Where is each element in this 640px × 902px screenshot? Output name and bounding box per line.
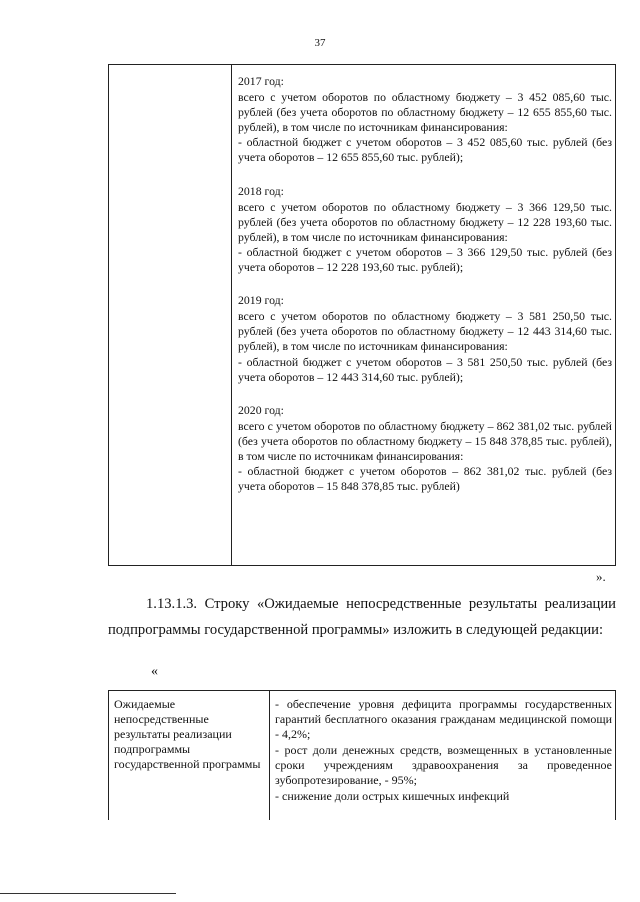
result-item: - снижение доли острых кишечных инфекций bbox=[275, 789, 510, 803]
funding-cell bbox=[238, 74, 612, 512]
results-label-cell: Ожидаемые непосредственные результаты реализации подпрограммы государственной программы bbox=[114, 697, 261, 771]
total-funding-text: всего с учетом оборотов по областному бюджету – 3 581 250,50 тыс. рублей (без учета оборотов по областному бюджету – 12 443 314,60 тыс. рублей), в том числе по источникам финансирования: bbox=[238, 309, 612, 354]
year-heading: 2019 год: bbox=[238, 293, 284, 308]
footer-rule bbox=[0, 893, 176, 894]
results-items-cell bbox=[275, 697, 612, 817]
closing-quote: ». bbox=[596, 569, 606, 584]
total-funding-text: всего с учетом оборотов по областному бюджету – 862 381,02 тыс. рублей (без учета оборотов по областному бюджету – 15 848 378,85 тыс. рублей), в том числе по источникам финансирования: bbox=[238, 418, 612, 463]
regional-budget-text: - областной бюджет с учетом оборотов – 3 366 129,50 тыс. рублей (без учета оборотов – 12 228 193,60 тыс. рублей); bbox=[238, 244, 612, 275]
column-divider bbox=[269, 691, 270, 820]
funding-block-2018 bbox=[238, 184, 612, 276]
funding-block-2017 bbox=[238, 74, 612, 166]
opening-quote: « bbox=[151, 664, 158, 679]
page-number: 37 bbox=[314, 37, 326, 49]
regional-budget-text: - областной бюджет с учетом оборотов – 3 581 250,50 тыс. рублей (без учета оборотов – 12 443 314,60 тыс. рублей); bbox=[238, 354, 612, 384]
results-table bbox=[108, 690, 616, 820]
year-heading: 2018 год: bbox=[238, 183, 284, 198]
funding-block-2019 bbox=[238, 293, 612, 385]
year-heading: 2020 год: bbox=[238, 402, 284, 417]
result-item: - обеспечение уровня дефицита программы государственных гарантий бесплатного оказания гражданам медицинской помощи - 4,2%; bbox=[275, 697, 612, 741]
amendment-text: 1.13.1.3. Строку «Ожидаемые непосредственные результаты реализации подпрограммы государственной программы» изложить в следующей редакции: bbox=[108, 596, 616, 638]
total-funding-text: всего с учетом оборотов по областному бюджету – 3 452 085,60 тыс. рублей (без учета оборотов по областному бюджету – 12 655 855,60 тыс. рублей), в том числе по источникам финансирования: bbox=[238, 90, 612, 135]
total-funding-text: всего с учетом оборотов по областному бюджету – 3 366 129,50 тыс. рублей (без учета оборотов по областному бюджету – 12 228 193,60 тыс. рублей), в том числе по источникам финансирования: bbox=[238, 199, 612, 244]
year-heading: 2017 год: bbox=[238, 74, 284, 88]
regional-budget-text: - областной бюджет с учетом оборотов – 3 452 085,60 тыс. рублей (без учета оборотов – 12 655 855,60 тыс. рублей); bbox=[238, 135, 612, 165]
funding-table bbox=[108, 64, 616, 566]
result-item: - рост доли денежных средств, возмещенных в установленные сроки учреждениям здравоохранения за проведенное зубопротезирование, - 95%; bbox=[275, 743, 612, 787]
amendment-paragraph bbox=[108, 591, 616, 643]
funding-block-2020 bbox=[238, 403, 612, 495]
column-divider bbox=[231, 65, 232, 565]
regional-budget-text: - областной бюджет с учетом оборотов – 862 381,02 тыс. рублей (без учета оборотов – 15 848 378,85 тыс. рублей) bbox=[238, 464, 612, 494]
